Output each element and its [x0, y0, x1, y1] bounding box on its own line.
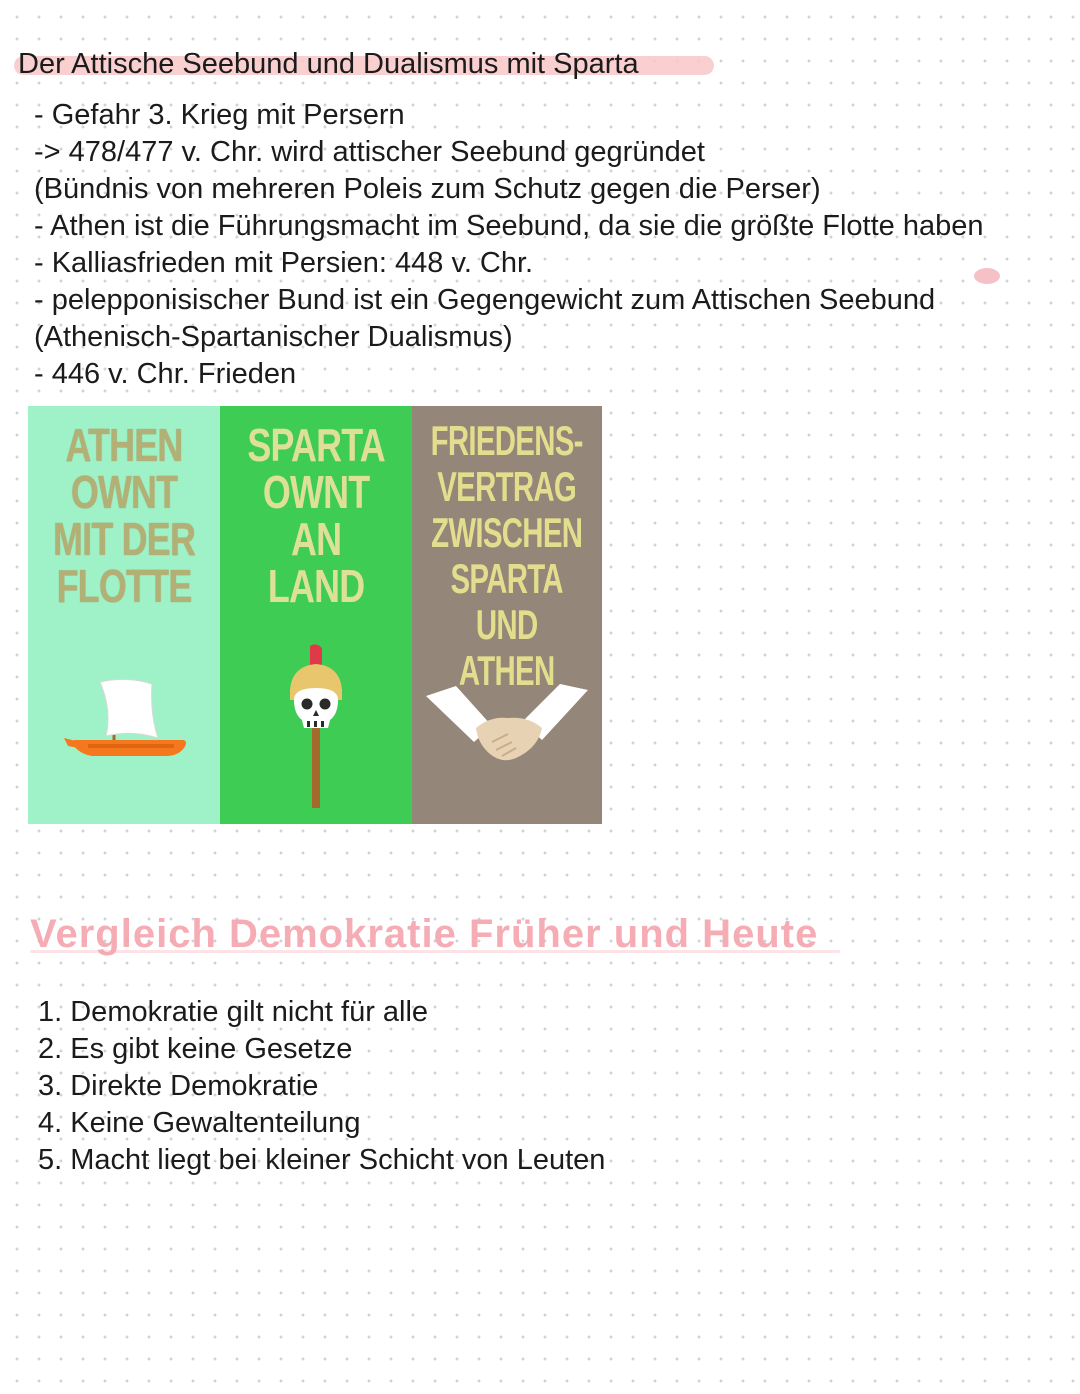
note-line: - pelepponisischer Bund ist ein Gegengewicht zum Attischen Seebund: [34, 284, 936, 316]
page-title: Der Attische Seebund und Dualismus mit Sparta: [18, 48, 639, 80]
note-line: (Bündnis von mehreren Poleis zum Schutz gegen die Perser): [34, 173, 821, 205]
list-item: 4. Keine Gewaltenteilung: [38, 1107, 361, 1139]
poster-text-line: SPARTA: [247, 419, 385, 471]
poster-text-line: SPARTA: [450, 555, 564, 602]
poster-panel-sparta: [220, 406, 412, 824]
list-item: 1. Demokratie gilt nicht für alle: [38, 996, 429, 1028]
poster-panel-athen: [28, 406, 220, 824]
poster-text-line: MIT DER: [52, 513, 196, 565]
poster-text-line: FLOTTE: [56, 560, 192, 612]
list-item: 3. Direkte Demokratie: [38, 1070, 319, 1102]
poster-text-line: OWNT: [262, 466, 370, 518]
highlighter-dot: [974, 268, 1000, 284]
poster-text-line: VERTRAG: [437, 463, 577, 510]
section-heading: Vergleich Demokratie Früher und Heute: [30, 912, 819, 956]
note-line: (Athenisch-Spartanischer Dualismus): [34, 321, 513, 353]
list-item: 5. Macht liegt bei kleiner Schicht von Leuten: [38, 1144, 606, 1176]
poster-image: [28, 406, 602, 824]
notes-block: [34, 97, 1074, 393]
poster-text-line: ZWISCHEN: [431, 509, 583, 556]
poster-panel-athen-text: [52, 419, 196, 612]
note-line: - 446 v. Chr. Frieden: [34, 358, 297, 390]
poster-panel-sparta-text: [247, 419, 385, 612]
handshake-icon: [412, 676, 602, 776]
poster-text-line: ATHEN: [65, 419, 183, 471]
poster-text-line: AN: [290, 513, 342, 565]
poster-text-line: FRIEDENS-: [430, 417, 584, 464]
note-line: - Athen ist die Führungsmacht im Seebund, da sie die größte Flotte haben: [34, 210, 984, 242]
poster-panel-frieden: [412, 406, 602, 824]
note-line: -> 478/477 v. Chr. wird attischer Seebund gegründet: [34, 136, 705, 168]
title-block: [14, 44, 639, 84]
poster-text-line: OWNT: [70, 466, 178, 518]
poster-text-line: UND ATHEN: [459, 601, 555, 694]
ship-icon: [28, 668, 220, 768]
note-line: - Kalliasfrieden mit Persien: 448 v. Chr.: [34, 247, 534, 279]
comparison-list: [38, 994, 605, 1179]
poster-panel-frieden-text: [431, 418, 583, 694]
poster-text-line: LAND: [267, 560, 365, 612]
skull-helmet-icon: [220, 644, 412, 814]
list-item: 2. Es gibt keine Gesetze: [38, 1033, 353, 1065]
note-line: - Gefahr 3. Krieg mit Persern: [34, 99, 405, 131]
